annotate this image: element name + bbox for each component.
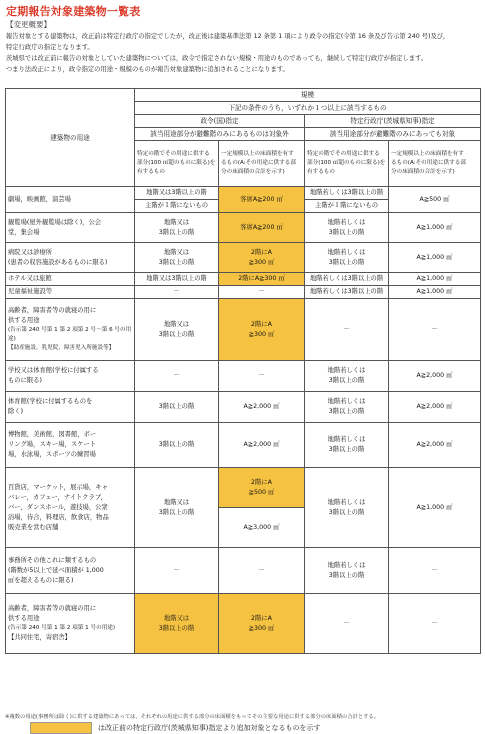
table-row	[6, 548, 481, 594]
cell: 地階若しくは 3階以上の階	[305, 468, 389, 548]
cell: －	[305, 299, 389, 361]
table-row	[6, 299, 481, 361]
header-scale-sub: 下記の条件のうち，いずれか１つ以上に該当するもの	[135, 102, 481, 115]
use-cell: 劇場，映画館，演芸場	[6, 187, 135, 213]
cell: －	[389, 548, 481, 594]
header-gov-col2: 一定規模以上の床面積を有す るもの(A:その用途に供する部 分の床面積の合計を示す)	[219, 141, 305, 187]
use-cell: 高齢者，障害者等の就寝の用に 供する用途 (告示第 240 号第 1 第 2 項第 1 号の用途) 【共同住宅，寄宿舎】	[6, 594, 135, 654]
cell: A≧1,000 ㎡	[389, 243, 481, 273]
cell: 地階又は 3階以上の階	[135, 213, 219, 243]
table-row	[6, 213, 481, 243]
header-pref-col1: 特定の階でその用途に供する 部分(100 ㎡超のものに限る)を 有するもの	[305, 141, 389, 187]
cell: A≧2,000 ㎡	[389, 361, 481, 392]
header-gov-sub: 該当用途部分が避難階のみにあるものは対象外	[135, 128, 305, 141]
table-row	[6, 286, 481, 299]
cell: A≧2,000 ㎡	[219, 392, 305, 423]
table-row	[6, 243, 481, 273]
cell-highlight: 客席A≧200 ㎡	[219, 187, 305, 213]
use-cell: 学校又は体育館(学校に付属する ものに限る)	[6, 361, 135, 392]
cell: 地階若しくは 3階以上の階	[305, 548, 389, 594]
cell: 地階若しくは 3階以上の階	[305, 243, 389, 273]
cell: A≧3,000 ㎡	[219, 508, 305, 548]
cell: －	[389, 299, 481, 361]
cell: 地階若しくは3階以上の階	[305, 273, 389, 286]
table-row	[6, 423, 481, 468]
cell: 地階又は3階以上の階	[135, 273, 219, 286]
table-row	[6, 392, 481, 423]
use-cell: 病院又は診療所 (患者の収容施設があるものに限る)	[6, 243, 135, 273]
intro-line: つまり法改正により，政令指定の用途・規模のものが報告対象建築物に追加されることになります。	[6, 66, 289, 73]
cell-highlight: 2階にA ≧300 ㎡	[219, 243, 305, 273]
cell: 3階以上の階	[135, 392, 219, 423]
cell: A≧1,000 ㎡	[389, 468, 481, 548]
table-row	[6, 273, 481, 286]
legend-text: は改正前の特定行政庁(茨城県知事)指定より追加対象となるものを示す	[98, 724, 321, 732]
table-row	[6, 594, 481, 654]
header-gov: 政令(国)指定	[135, 115, 305, 128]
use-cell: 高齢者，障害者等の就寝の用に 供する用途 (告示第 240 号第 1 第 2 項第 2 号～第 6 号の用途) 【助産施設，乳児院，障害児入所施設等】	[6, 299, 135, 361]
cell: 地階若しくは 3階以上の階	[305, 423, 389, 468]
header-use: 建築物の用途	[6, 89, 135, 187]
use-cell: 体育館(学校に付属するものを 除く)	[6, 392, 135, 423]
cell-highlight: 2階にA≧300 ㎡	[219, 273, 305, 286]
cell: A≧500 ㎡	[389, 187, 481, 213]
cell-highlight: 地階又は 3階以上の階	[135, 594, 219, 654]
cell-highlight: 2階にA ≧500 ㎡	[219, 468, 305, 508]
cell: －	[219, 361, 305, 392]
cell: A≧1,000 ㎡	[389, 286, 481, 299]
section-heading: 【変更概要】	[6, 20, 51, 29]
table-row	[6, 361, 481, 392]
cell: 地階又は 3階以上の階	[135, 243, 219, 273]
cell: －	[305, 594, 389, 654]
cell-highlight: 2階にA ≧300 ㎡	[219, 299, 305, 361]
intro-line: 茨城県では改正前に報告の対象としていた建築物については，政令で指定されない規模・用途のものであっても，継続して特定行政庁が指定します。	[6, 55, 428, 62]
header-scale: 規模	[135, 89, 481, 102]
use-cell: 事務所その他これに類するもの (階数が5以上で延べ面積が 1,000 ㎡を超えるものに限る)	[6, 548, 135, 594]
cell: －	[135, 548, 219, 594]
header-pref: 特定行政庁(茨城県知事)指定	[305, 115, 481, 128]
cell: A≧2,000 ㎡	[389, 423, 481, 468]
use-cell: 博物館，美術館，図書館，ボー リング場，スキー場，スケート 場，水泳場，スポーツの練習場	[6, 423, 135, 468]
cell-highlight: 客席A≧200 ㎡	[219, 213, 305, 243]
footnote: ※複数の用途(事務所は除く)に供する建築物にあっては，それぞれの用途に供する部分の床面積をもってその主要な用途に供する部分の床面積の合計とする。	[5, 714, 380, 720]
cell: 地階若しくは3階以上の階	[305, 286, 389, 299]
use-cell: ホテル又は旅館	[6, 273, 135, 286]
cell: 地階若しくは3階以上の階	[305, 187, 389, 200]
use-cell: 観覧場(屋外観覧場は除く)，公会 堂，集会場	[6, 213, 135, 243]
cell: A≧1,000 ㎡	[389, 273, 481, 286]
use-cell: 百貨店，マーケット，展示場，キャ バレー，カフェー，ナイトクラブ， バー，ダンスホール，遊技場，公衆 浴場，待合，料理店，飲食店，物品 販売業を営む店舗	[6, 468, 135, 548]
header-pref-col2: 一定規模以上の床面積を有す るもの(A:その用途に供する部 分の床面積の合計を示す)	[389, 141, 481, 187]
intro-text	[6, 31, 480, 75]
cell: 地階若しくは 3階以上の階	[305, 361, 389, 392]
cell: 主階が１階にないもの	[135, 200, 219, 213]
table-row	[6, 187, 481, 200]
cell-highlight: 2階にA ≧300 ㎡	[219, 594, 305, 654]
cell: 主階が１階にないもの	[305, 200, 389, 213]
header-pref-sub: 該当用途部分が避難階のみにあっても対象	[305, 128, 481, 141]
cell: 地階又は 3階以上の階	[135, 299, 219, 361]
building-table	[5, 88, 481, 654]
use-cell: 児童福祉施設等	[6, 286, 135, 299]
cell: 地階若しくは 3階以上の階	[305, 392, 389, 423]
cell: 地階又は 3階以上の階	[135, 468, 219, 548]
header-gov-col1: 特定の階でその用途に供する 部分(100 ㎡超のものに限る)を 有するもの	[135, 141, 219, 187]
intro-line: 報告対象とする建築物は，改正前は特定行政庁の指定でしたが，改正後は建築基準法第 12 条第 1 項により政令の指定(令第 16 条及び告示第 240 号)及び，	[6, 33, 450, 40]
legend-swatch	[30, 722, 92, 734]
cell: 地階又は3階以上の階	[135, 187, 219, 200]
cell: －	[219, 548, 305, 594]
cell: －	[389, 594, 481, 654]
cell: 地階若しくは 3階以上の階	[305, 213, 389, 243]
intro-line: 特定行政庁の指定となります。	[6, 44, 94, 51]
cell: A≧1,000 ㎡	[389, 213, 481, 243]
cell: 3階以上の階	[135, 423, 219, 468]
table-row	[6, 468, 481, 508]
cell: A≧2,000 ㎡	[389, 392, 481, 423]
cell: －	[219, 286, 305, 299]
cell: －	[135, 361, 219, 392]
page-title: 定期報告対象建築物一覧表	[6, 5, 141, 18]
cell: A≧2,000 ㎡	[219, 423, 305, 468]
cell: －	[135, 286, 219, 299]
